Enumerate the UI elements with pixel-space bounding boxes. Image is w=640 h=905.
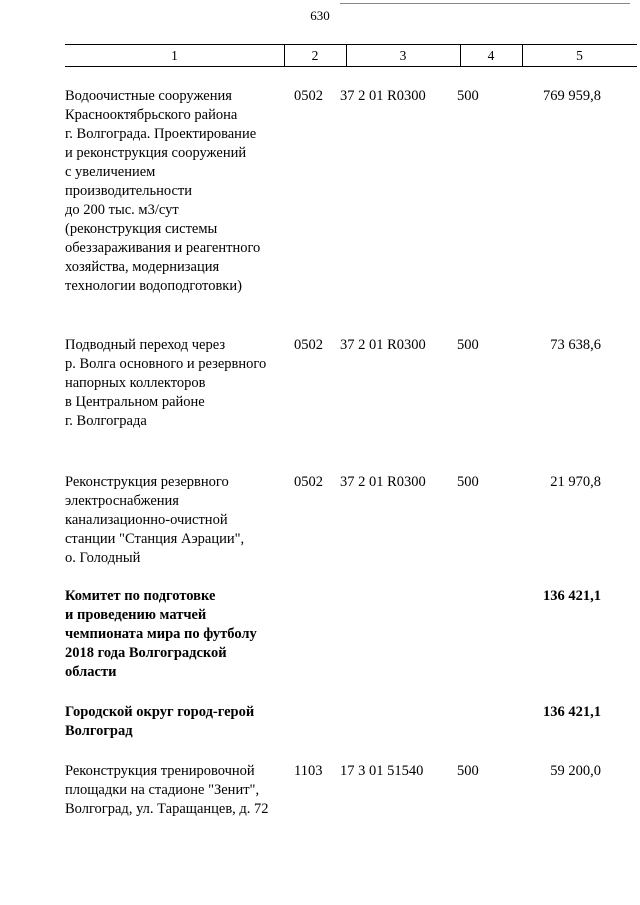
column-header-5: 5 — [576, 48, 583, 63]
row-section-code: 1103 — [294, 763, 323, 779]
row-name: Реконструкция тренировочной площадки на стадионе "Зенит", Волгоград, ул. Таращанцев, д. 72 — [65, 763, 269, 817]
row-name: Комитет по подготовке и проведению матчей чемпионата мира по футболу 2018 года Волгоградской области — [65, 588, 257, 680]
row-expense-type: 500 — [457, 88, 479, 104]
row-amount: 769 959,8 — [543, 88, 601, 104]
row-expense-type: 500 — [457, 763, 479, 779]
row-expense-type: 500 — [457, 337, 479, 353]
row-amount: 21 970,8 — [550, 474, 601, 490]
table-header — [65, 44, 637, 67]
row-name: Городской округ город-герой Волгоград — [65, 704, 255, 739]
column-header-2: 2 — [311, 48, 319, 63]
row-amount: 136 421,1 — [543, 704, 601, 720]
page-number: 630 — [310, 8, 330, 23]
row-expense-type: 500 — [457, 474, 479, 490]
row-section-code: 0502 — [294, 88, 323, 104]
top-rule — [340, 3, 630, 4]
row-section-code: 0502 — [294, 337, 323, 353]
row-section-code: 0502 — [294, 474, 323, 490]
row-amount: 73 638,6 — [550, 337, 601, 353]
row-name: Реконструкция резервного электроснабжения канализационно-очистной станции "Станция Аэрации", о. Голодный — [65, 474, 245, 566]
row-target-code: 37 2 01 R0300 — [340, 474, 426, 490]
row-target-code: 37 2 01 R0300 — [340, 88, 426, 104]
row-name: Водоочистные сооружения Краснооктябрьского района г. Волгограда. Проектирование и реконструкция сооружений с увеличением производительности до 200 тыс. м3/сут (реконструкция системы обеззараживания и реагентного хозяйства, модернизация технологии водоподготовки) — [65, 88, 261, 294]
row-amount: 59 200,0 — [550, 763, 601, 779]
row-target-code: 17 3 01 51540 — [340, 763, 424, 779]
column-header-3: 3 — [399, 48, 407, 63]
column-header-1: 1 — [171, 48, 178, 63]
row-target-code: 37 2 01 R0300 — [340, 337, 426, 353]
row-amount: 136 421,1 — [543, 588, 601, 604]
row-name: Подводный переход через р. Волга основного и резервного напорных коллекторов в Центральном районе г. Волгограда — [65, 337, 267, 429]
column-header-4: 4 — [487, 48, 495, 63]
